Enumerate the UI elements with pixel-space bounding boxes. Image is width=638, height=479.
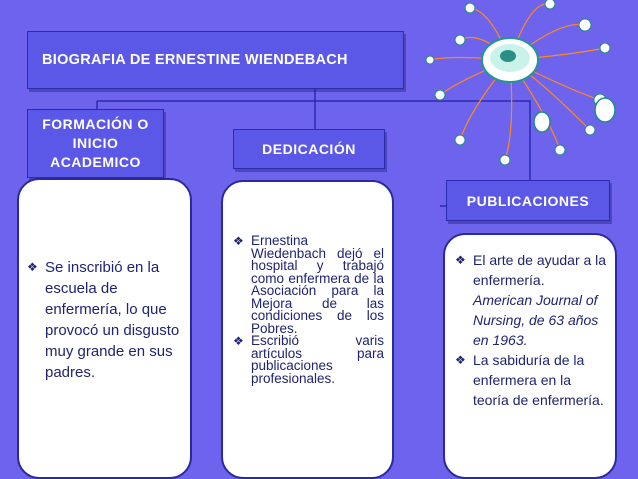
diamond-bullet-icon: ❖	[455, 353, 466, 367]
publicaciones-item-1-text: El arte de ayudar a la enfermería.	[473, 252, 607, 288]
list-item	[27, 257, 182, 383]
publicaciones-list	[455, 250, 607, 410]
title-box: BIOGRAFIA DE ERNESTINE WIENDEBACH	[27, 31, 404, 89]
list-item	[455, 250, 607, 350]
dedicacion-list	[233, 235, 384, 385]
header-formacion: FORMACIÓN O INICIO ACADEMICO	[27, 109, 164, 178]
card-formacion	[17, 178, 192, 479]
formacion-list	[27, 257, 182, 383]
list-item	[233, 335, 384, 385]
publicaciones-item-2-text: La sabiduría de la enfermera en la teoría de enfermería.	[473, 352, 604, 408]
formacion-item-text: Se inscribió en la escuela de enfermería, lo que provocó un disgusto muy grande en sus padres.	[45, 259, 180, 381]
dedicacion-item-1-text: Ernestina Wiedenbach dejó el hospital y trabajó como enfermera de la Asociación para la Mejora de las condiciones de los Pobres.	[251, 233, 384, 336]
diamond-bullet-icon: ❖	[27, 260, 38, 274]
diamond-bullet-icon: ❖	[455, 253, 466, 267]
card-publicaciones	[443, 233, 617, 479]
header-dedicacion: DEDICACIÓN	[233, 129, 385, 169]
publicaciones-item-1-journal: American Journal of Nursing, de 63 años en 1963.	[473, 292, 599, 348]
list-item	[455, 350, 607, 410]
dandelion-flower-icon	[420, 0, 638, 170]
card-dedicacion	[221, 180, 394, 479]
diamond-bullet-icon: ❖	[233, 234, 244, 248]
diamond-bullet-icon: ❖	[233, 334, 244, 348]
dedicacion-item-2-text: Escribió varis artículos para publicaciones profesionales.	[251, 333, 384, 386]
list-item	[233, 235, 384, 335]
header-publicaciones: PUBLICACIONES	[446, 180, 610, 221]
